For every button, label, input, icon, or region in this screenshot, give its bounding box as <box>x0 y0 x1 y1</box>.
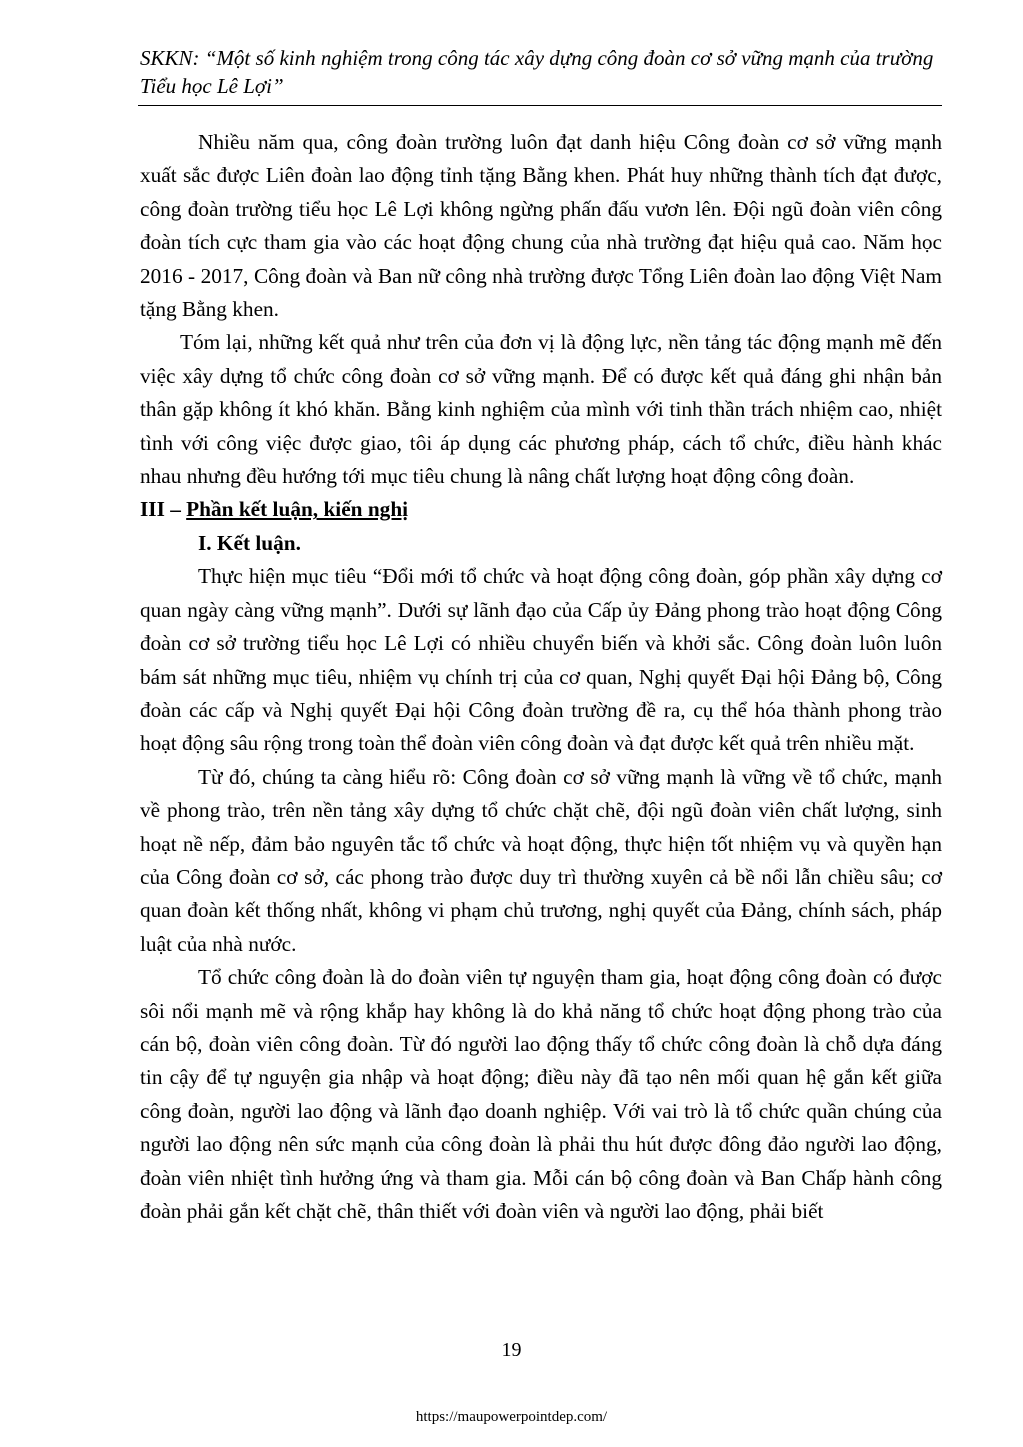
section-heading <box>140 493 942 526</box>
subsection-heading: I. Kết luận. <box>198 530 301 555</box>
section-title: Phần kết luận, kiến nghị <box>186 497 409 522</box>
paragraph-4: Từ đó, chúng ta càng hiểu rõ: Công đoàn cơ sở vững mạnh là vững về tổ chức, mạnh về phong trào, trên nền tảng xây dựng tổ chức chặt chẽ, đội ngũ đoàn viên chất lượng, sinh hoạt nề nếp, đảm bảo nguyên tắc tổ chức và hoạt động, thực hiện tốt nhiệm vụ và quyền hạn của Công đoàn cơ sở, các phong trào được duy trì thường xuyên cả bề nổi lẫn chiều sâu; cơ quan đoàn kết thống nhất, không vi phạm chủ trương, nghị quyết của Đảng, chính sách, pháp luật của nhà nước. <box>140 764 942 956</box>
paragraph-2: Tóm lại, những kết quả như trên của đơn vị là động lực, nền tảng tác động mạnh mẽ đến việc xây dựng tổ chức công đoàn cơ sở vững mạnh. Để có được kết quả đáng ghi nhận bản thân gặp không ít khó khăn. Bằng kinh nghiệm của mình với tinh thần trách nhiệm cao, nhiệt tình với công việc được giao, tôi áp dụng các phương pháp, cách tổ chức, điều hành khác nhau nhưng đều hướng tới mục tiêu chung là nâng chất lượng hoạt động công đoàn. <box>140 330 942 489</box>
footer-url[interactable]: https://maupowerpointdep.com/ <box>415 1409 608 1425</box>
section-prefix: III – <box>140 497 187 522</box>
page-number: 19 <box>501 1339 522 1361</box>
document-body <box>140 126 942 1228</box>
paragraph-1: Nhiều năm qua, công đoàn trường luôn đạt danh hiệu Công đoàn cơ sở vững mạnh xuất sắc được Liên đoàn lao động tỉnh tặng Bằng khen. Phát huy những thành tích đạt được, công đoàn trường tiểu học Lê Lợi không ngừng phấn đấu vươn lên. Đội ngũ đoàn viên công đoàn tích cực tham gia vào các hoạt động chung của nhà trường đạt hiệu quả cao. Năm học 2016 - 2017, Công đoàn và Ban nữ công nhà trường được Tổng Liên đoàn lao động Việt Nam tặng Bằng khen. <box>140 130 942 322</box>
paragraph-5: Tổ chức công đoàn là do đoàn viên tự nguyện tham gia, hoạt động công đoàn có được sôi nổi mạnh mẽ và rộng khắp hay không là do khả năng tổ chức hoạt động phong trào của cán bộ, đoàn viên công đoàn. Từ đó người lao động thấy tổ chức công đoàn là chỗ dựa đáng tin cậy để tự nguyện gia nhập và hoạt động; điều này đã tạo nên mối quan hệ gắn kết giữa công đoàn, người lao động và lãnh đạo doanh nghiệp. Với vai trò là tổ chức quần chúng của người lao động nên sức mạnh của công đoàn là phải thu hút được đông đảo người lao động, đoàn viên nhiệt tình hưởng ứng và tham gia. Mỗi cán bộ công đoàn và Ban Chấp hành công đoàn phải gắn kết chặt chẽ, thân thiết với đoàn viên và người lao động, phải biết <box>140 965 942 1223</box>
document-header: SKKN: “Một số kinh nghiệm trong công tác xây dựng công đoàn cơ sở vững mạnh của trường Tiểu học Lê Lợi” <box>140 46 934 98</box>
paragraph-3: Thực hiện mục tiêu “Đổi mới tổ chức và hoạt động công đoàn, góp phần xây dựng cơ quan ngày càng vững mạnh”. Dưới sự lãnh đạo của Cấp ủy Đảng phong trào hoạt động Công đoàn cơ sở trường tiểu học Lê Lợi có nhiều chuyển biến và khởi sắc. Công đoàn luôn luôn bám sát những mục tiêu, nhiệm vụ chính trị của cơ quan, Nghị quyết Đại hội Đảng bộ, Công đoàn các cấp và Nghị quyết Đại hội Công đoàn trường đề ra, cụ thể hóa thành phong trào hoạt động sâu rộng trong toàn thể đoàn viên công đoàn và đạt được kết quả trên nhiều mặt. <box>140 564 942 756</box>
header-divider <box>138 105 942 106</box>
